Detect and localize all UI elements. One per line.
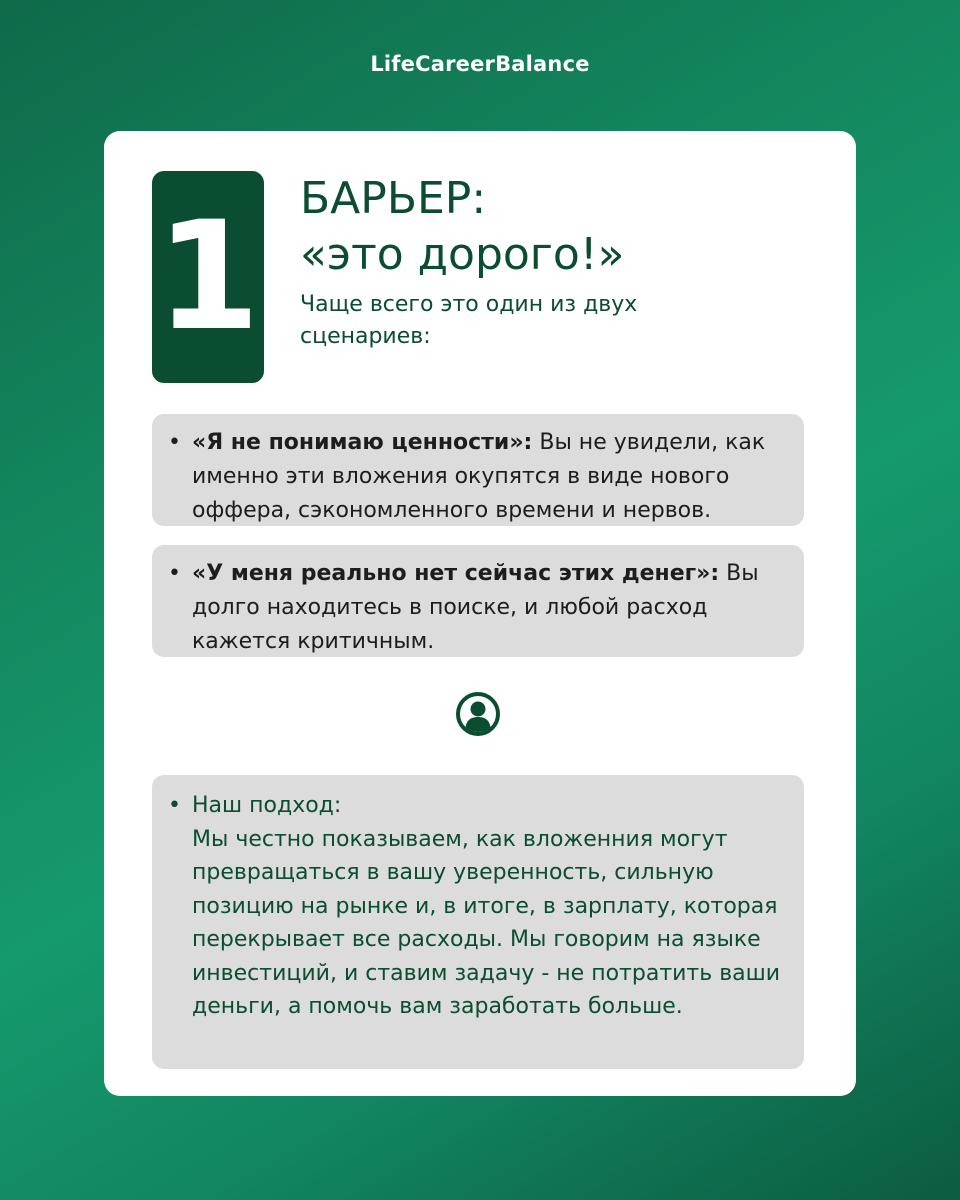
item-text: Вы долго находитесь в поиске, и любой расход кажется критичным. — [192, 561, 759, 654]
person-icon — [456, 692, 500, 736]
approach-heading: Наш подход: — [192, 793, 342, 818]
item-text: Вы не увидели, как именно эти вложения окупятся в виде нового оффера, сэкономленного времени и нервов. — [192, 430, 766, 523]
title-line-2: «это дорого!» — [300, 229, 625, 280]
bullet-icon: • — [168, 430, 181, 455]
list-item — [152, 545, 804, 657]
approach-box — [152, 775, 804, 1069]
list-item — [152, 414, 804, 526]
brand-name: LifeCareerBalance — [370, 52, 590, 76]
content-card — [104, 131, 856, 1096]
bullet-icon: • — [168, 793, 181, 818]
page-title — [300, 171, 624, 283]
subtitle: Чаще всего это один из двух сценариев: — [300, 292, 638, 349]
title-line-1: БАРЬЕР: — [300, 173, 487, 224]
bullet-icon: • — [168, 561, 181, 586]
item-heading: «Я не понимаю ценности»: — [192, 430, 533, 455]
number-badge: 1 — [152, 171, 264, 383]
approach-text: Мы честно показываем, как вложенния могут превращаться в вашу уверенность, сильную позицию на рынке и, в итоге, в зарплату, которая перекрывает все расходы. Мы говорим на языке инвестиций, и ставим задачу - не потратить ваши деньги, а помочь вам заработать больше. — [192, 826, 781, 1019]
item-heading: «У меня реально нет сейчас этих денег»: — [192, 561, 720, 586]
